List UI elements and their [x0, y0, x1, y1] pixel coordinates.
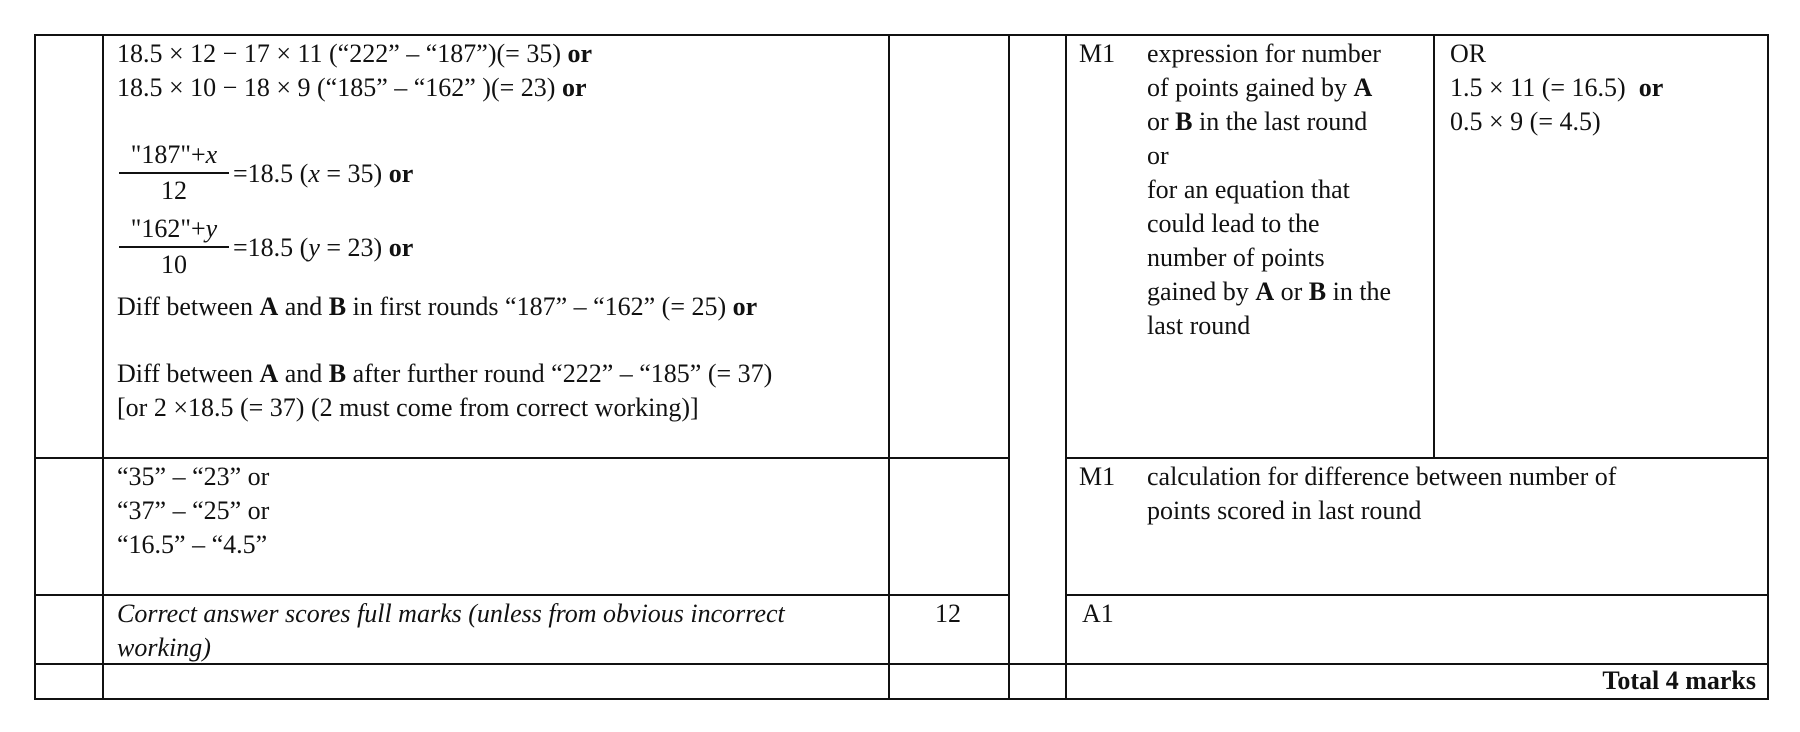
notes-line: of points gained by A [1147, 73, 1373, 102]
working-line: =18.5 (y = 23) or [233, 233, 414, 262]
grid-line [34, 457, 1010, 459]
alt-line: 0.5 × 9 (= 4.5) [1450, 107, 1601, 136]
working-line: “37” – “25” or [117, 496, 270, 525]
working-line [117, 71, 587, 105]
mark-code: A1 [1082, 599, 1114, 628]
notes-line: last round [1147, 311, 1251, 340]
working-line: Correct answer scores full marks (unless from obvious incorrect [117, 599, 785, 628]
grid-line [34, 34, 1769, 36]
working-line: Diff between A and B in first rounds “187” – “162” (= 25) or [117, 292, 758, 321]
grid-line [34, 698, 1769, 700]
notes-line: expression for number [1147, 39, 1381, 68]
grid-line [34, 34, 36, 699]
grid-line [1008, 34, 1010, 699]
notes-line: gained by A or B in the [1147, 277, 1392, 306]
fraction-denominator: 10 [161, 249, 187, 279]
expression: 18.5 × 12 − 17 × 11 (“222” – “187”)(= 35) [117, 39, 561, 68]
or-keyword: or [388, 233, 414, 262]
notes-line: for an equation that [1147, 175, 1350, 204]
or-keyword: or [388, 159, 414, 188]
grid-line [1065, 34, 1067, 699]
expression: 18.5 × 10 − 18 × 9 (“185” – “162” )(= 23) [117, 73, 556, 102]
notes-line: number of points [1147, 243, 1325, 272]
working-line: working) [117, 633, 211, 662]
fraction-numerator: "187"+x [130, 140, 218, 169]
alt-line: OR [1450, 39, 1487, 68]
grid-line [1066, 594, 1769, 596]
alt-line: 1.5 × 11 (= 16.5) or [1450, 73, 1664, 102]
fraction [119, 138, 229, 208]
or-keyword: or [567, 39, 593, 68]
notes-line: or [1147, 141, 1169, 170]
notes-line: points scored in last round [1147, 496, 1422, 525]
notes-line: or B in the last round [1147, 107, 1368, 136]
grid-line [102, 34, 104, 699]
fraction [119, 212, 229, 282]
working-line [117, 37, 592, 71]
notes-line: calculation for difference between number of [1147, 462, 1617, 491]
grid-line [34, 594, 1010, 596]
grid-line [1767, 34, 1769, 699]
mark-code: M1 [1079, 39, 1116, 68]
working-line: “16.5” – “4.5” [117, 530, 268, 559]
grid-line [1433, 34, 1435, 458]
working-line: [or 2 ×18.5 (= 37) (2 must come from correct working)] [117, 393, 699, 422]
working-line: “35” – “23” or [117, 462, 270, 491]
working-line: Diff between A and B after further round “222” – “185” (= 37) [117, 359, 773, 388]
grid-line [1066, 457, 1769, 459]
notes-line: could lead to the [1147, 209, 1320, 238]
mark-code: M1 [1079, 462, 1116, 491]
fraction-denominator: 12 [161, 175, 187, 205]
or-keyword: or [561, 73, 587, 102]
or-keyword: or [732, 292, 758, 321]
fraction-numerator: "162"+y [130, 214, 218, 243]
working-line: =18.5 (x = 35) or [233, 159, 414, 188]
total-marks: Total 4 marks [1602, 666, 1756, 695]
answer-value: 12 [935, 599, 961, 628]
or-keyword: or [1638, 73, 1664, 102]
